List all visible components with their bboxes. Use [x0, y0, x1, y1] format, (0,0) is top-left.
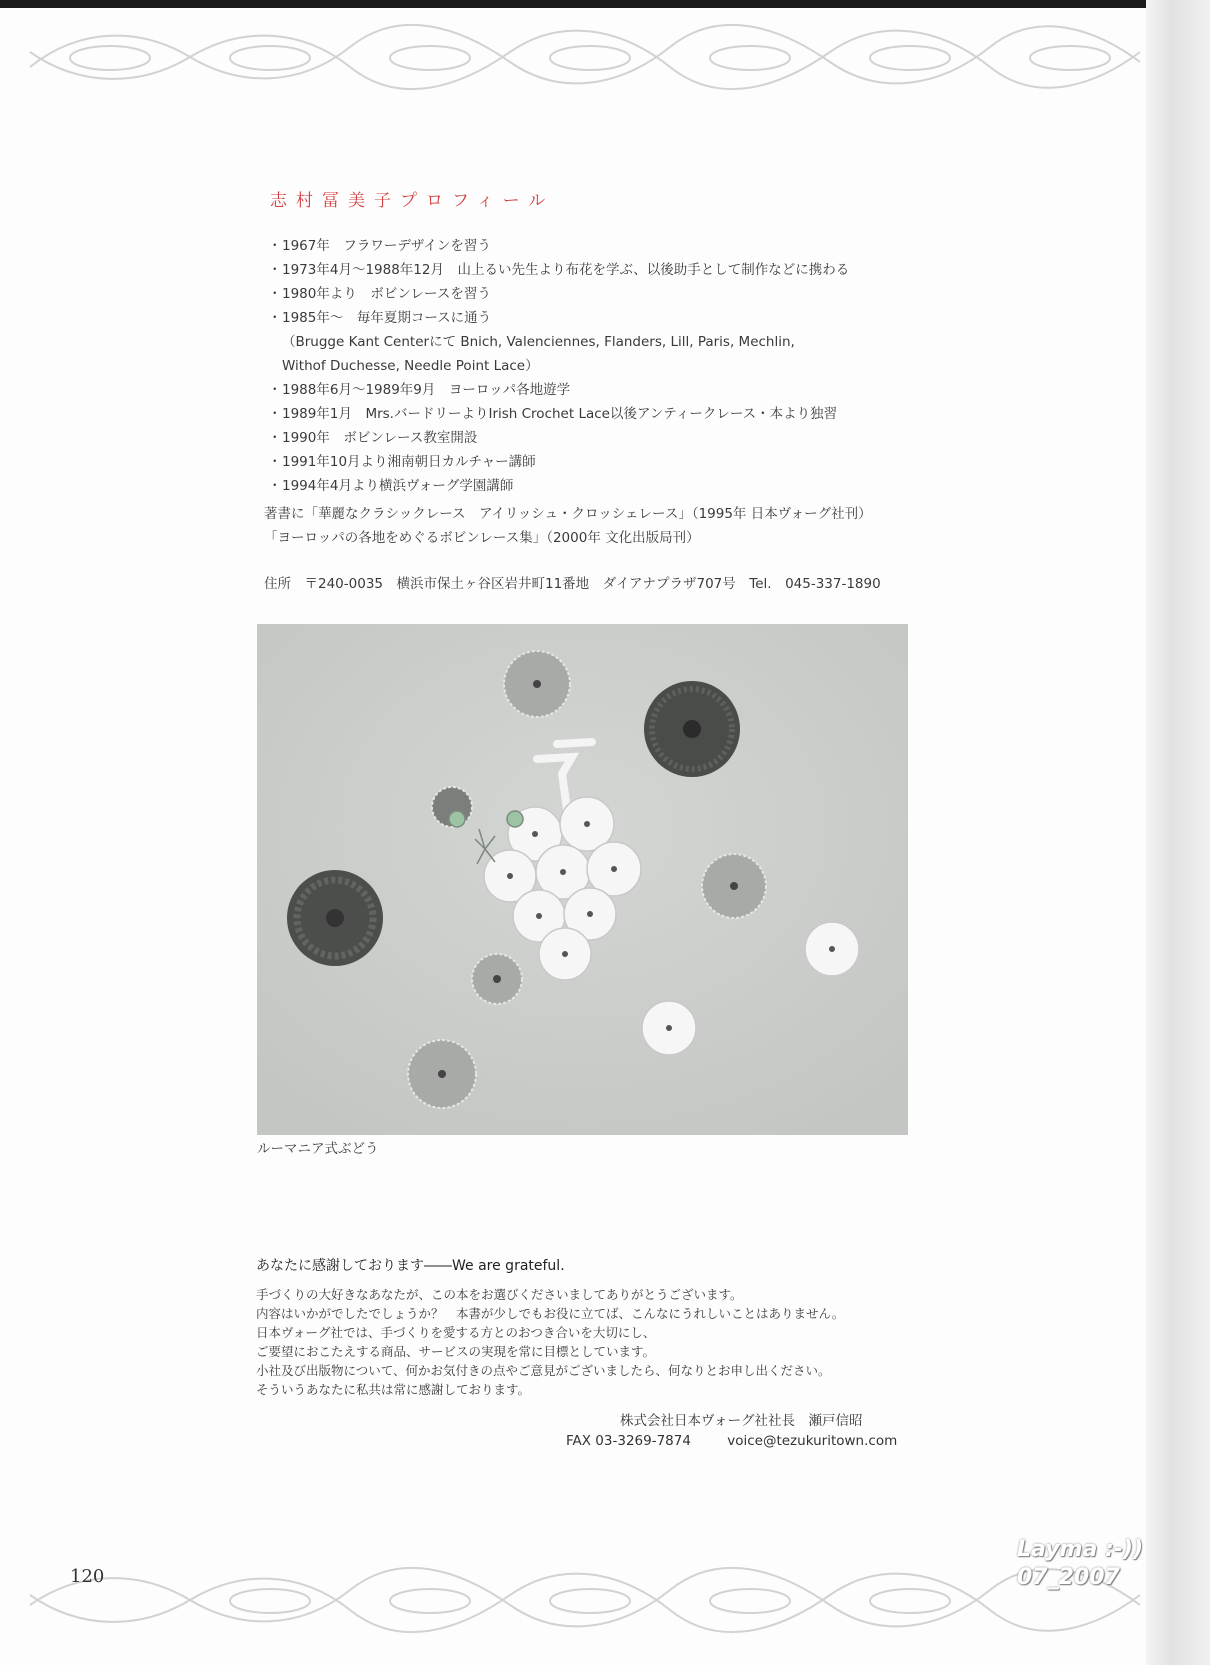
course-detail: Withof Duchesse, Needle Point Lace）: [282, 358, 539, 374]
profile-item: ・1989年1月 Mrs.バードリーよりIrish Crochet Lace以後アンティークレース・本より独習: [268, 406, 838, 422]
grateful-line: 内容はいかがでしたでしょうか？ 本書が少しでもお役に立てば、こんなにうれしいことはありません。: [256, 1306, 845, 1321]
profile-item: ・1991年10月より湘南朝日カルチャー講師: [268, 454, 536, 470]
address: 住所 〒240-0035 横浜市保土ヶ谷区岩井町11番地 ダイアナプラザ707号 Tel. 045-337-1890: [264, 576, 881, 592]
page-number: 120: [70, 1566, 105, 1587]
dark-button-large: [644, 681, 740, 777]
fax-number: FAX 03-3269-7874: [566, 1433, 691, 1449]
publisher-signature: 株式会社日本ヴォーグ社社長 瀬戸信昭: [620, 1413, 863, 1429]
profile-title: 志村冨美子プロフィール: [270, 191, 555, 211]
profile-item: ・1967年 フラワーデザインを習う: [268, 238, 491, 254]
grateful-line: そういうあなたに私共は常に感謝しております。: [256, 1382, 531, 1397]
top-scroll-ornament: [20, 22, 1150, 92]
grateful-body: [256, 1285, 844, 1399]
profile-list: [268, 234, 849, 498]
grateful-line: 手づくりの大好きなあなたが、この本をお選びくださいましてありがとうございます。: [256, 1287, 743, 1302]
books-list: [264, 502, 872, 550]
contact-email: voice@tezukuritown.com: [727, 1433, 898, 1449]
bottom-scroll-ornament: [20, 1565, 1150, 1635]
photo-caption: ルーマニア式ぶどう: [257, 1141, 379, 1157]
profile-item: ・1985年～ 毎年夏期コースに通う: [268, 310, 492, 326]
profile-item: ・1988年6月～1989年9月 ヨーロッパ各地遊学: [268, 382, 571, 398]
profile-item: ・1994年4月より横浜ヴォーグ学園講師: [268, 478, 514, 494]
page-gutter-shadow: [1146, 0, 1210, 1665]
course-detail: （Brugge Kant Centerにて Bnich, Valenciennes, Flanders, Lill, Paris, Mechlin,: [282, 334, 795, 350]
book-2: 「ヨーロッパの各地をめぐるボビンレース集」（2000年 文化出版局刊）: [264, 530, 700, 546]
book-1: 著書に「華麗なクラシックレース アイリッシュ・クロッシェレース」（1995年 日本ヴォーグ社刊）: [264, 506, 872, 522]
grateful-line: 小社及び出版物について、何かお気付きの点やご意見がございましたら、何なりとお申し出ください。: [256, 1363, 831, 1378]
profile-item: ・1980年より ボビンレースを習う: [268, 286, 491, 302]
dark-button-left: [287, 870, 383, 966]
grateful-line: 日本ヴォーグ社では、手づくりを愛する方とのおつき合いを大切にし、: [256, 1325, 656, 1340]
grateful-heading: あなたに感謝しております――We are grateful.: [256, 1258, 565, 1274]
scanner-watermark: Layma :-)) 07_2007: [1017, 1537, 1143, 1590]
lace-grape-photo: [257, 624, 908, 1135]
grateful-line: ご要望におこたえする商品、サービスの実現を常に目標としています。: [256, 1344, 656, 1359]
profile-item: ・1973年4月～1988年12月 山上るい先生より布花を学ぶ、以後助手として制作などに携わる: [268, 262, 850, 278]
publisher-contact: [566, 1433, 897, 1449]
profile-item: ・1990年 ボビンレース教室開設: [268, 430, 478, 446]
scan-top-edge: [0, 0, 1210, 8]
